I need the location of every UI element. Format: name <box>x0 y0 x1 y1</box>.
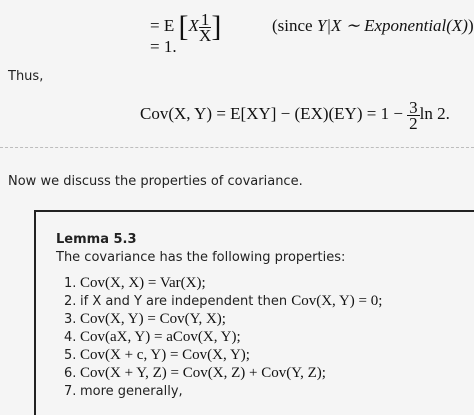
covariance-equation <box>140 94 450 134</box>
equation-line-2: = 1. <box>150 37 177 56</box>
since-word: since <box>277 16 313 35</box>
lemma-subtitle: The covariance has the following properties: <box>56 250 346 265</box>
lemma-property: 1. Cov(X, X) = Var(X); <box>64 275 206 291</box>
right-bracket: ] <box>211 10 222 44</box>
lemma-property: 6. Cov(X + Y, Z) = Cov(X, Z) + Cov(Y, Z); <box>64 365 326 381</box>
lemma-property: 5. Cov(X + c, Y) = Cov(X, Y); <box>64 347 250 363</box>
since-condition: Y|X ∼ Exponential(X) <box>316 16 468 35</box>
equation-lhs: = E <box>150 16 175 35</box>
since-annotation: (since Y|X ∼ Exponential(X)) <box>272 16 474 35</box>
fraction-1-over-x <box>198 9 212 45</box>
fraction-numerator: 1 <box>200 9 210 29</box>
var-x: X <box>188 16 199 35</box>
lemma-property: 7. more generally, <box>64 384 183 399</box>
fraction-3-over-2 <box>407 97 420 133</box>
properties-intro: Now we discuss the properties of covariance. <box>8 174 303 189</box>
lemma-box <box>34 210 474 415</box>
section-divider <box>0 147 474 148</box>
thus-text: Thus, <box>8 69 44 84</box>
lemma-title: Lemma 5.3 <box>56 232 137 247</box>
cov-equation-tail: ln 2. <box>419 104 450 123</box>
lemma-property: 3. Cov(X, Y) = Cov(Y, X); <box>64 311 226 327</box>
lemma-property: 4. Cov(aX, Y) = aCov(X, Y); <box>64 329 241 345</box>
lemma-property: 2. if X and Y are independent then Cov(X, Y) = 0; <box>64 293 383 309</box>
cov-equation-lhs: Cov(X, Y) = E[XY] − (EX)(EY) = 1 − <box>140 104 403 123</box>
lemma-property-list <box>64 274 382 400</box>
left-bracket: [ <box>178 10 189 44</box>
cov-frac-den: 2 <box>409 113 418 133</box>
cov-frac-num: 3 <box>409 97 418 117</box>
fraction-denominator: X <box>198 25 212 45</box>
